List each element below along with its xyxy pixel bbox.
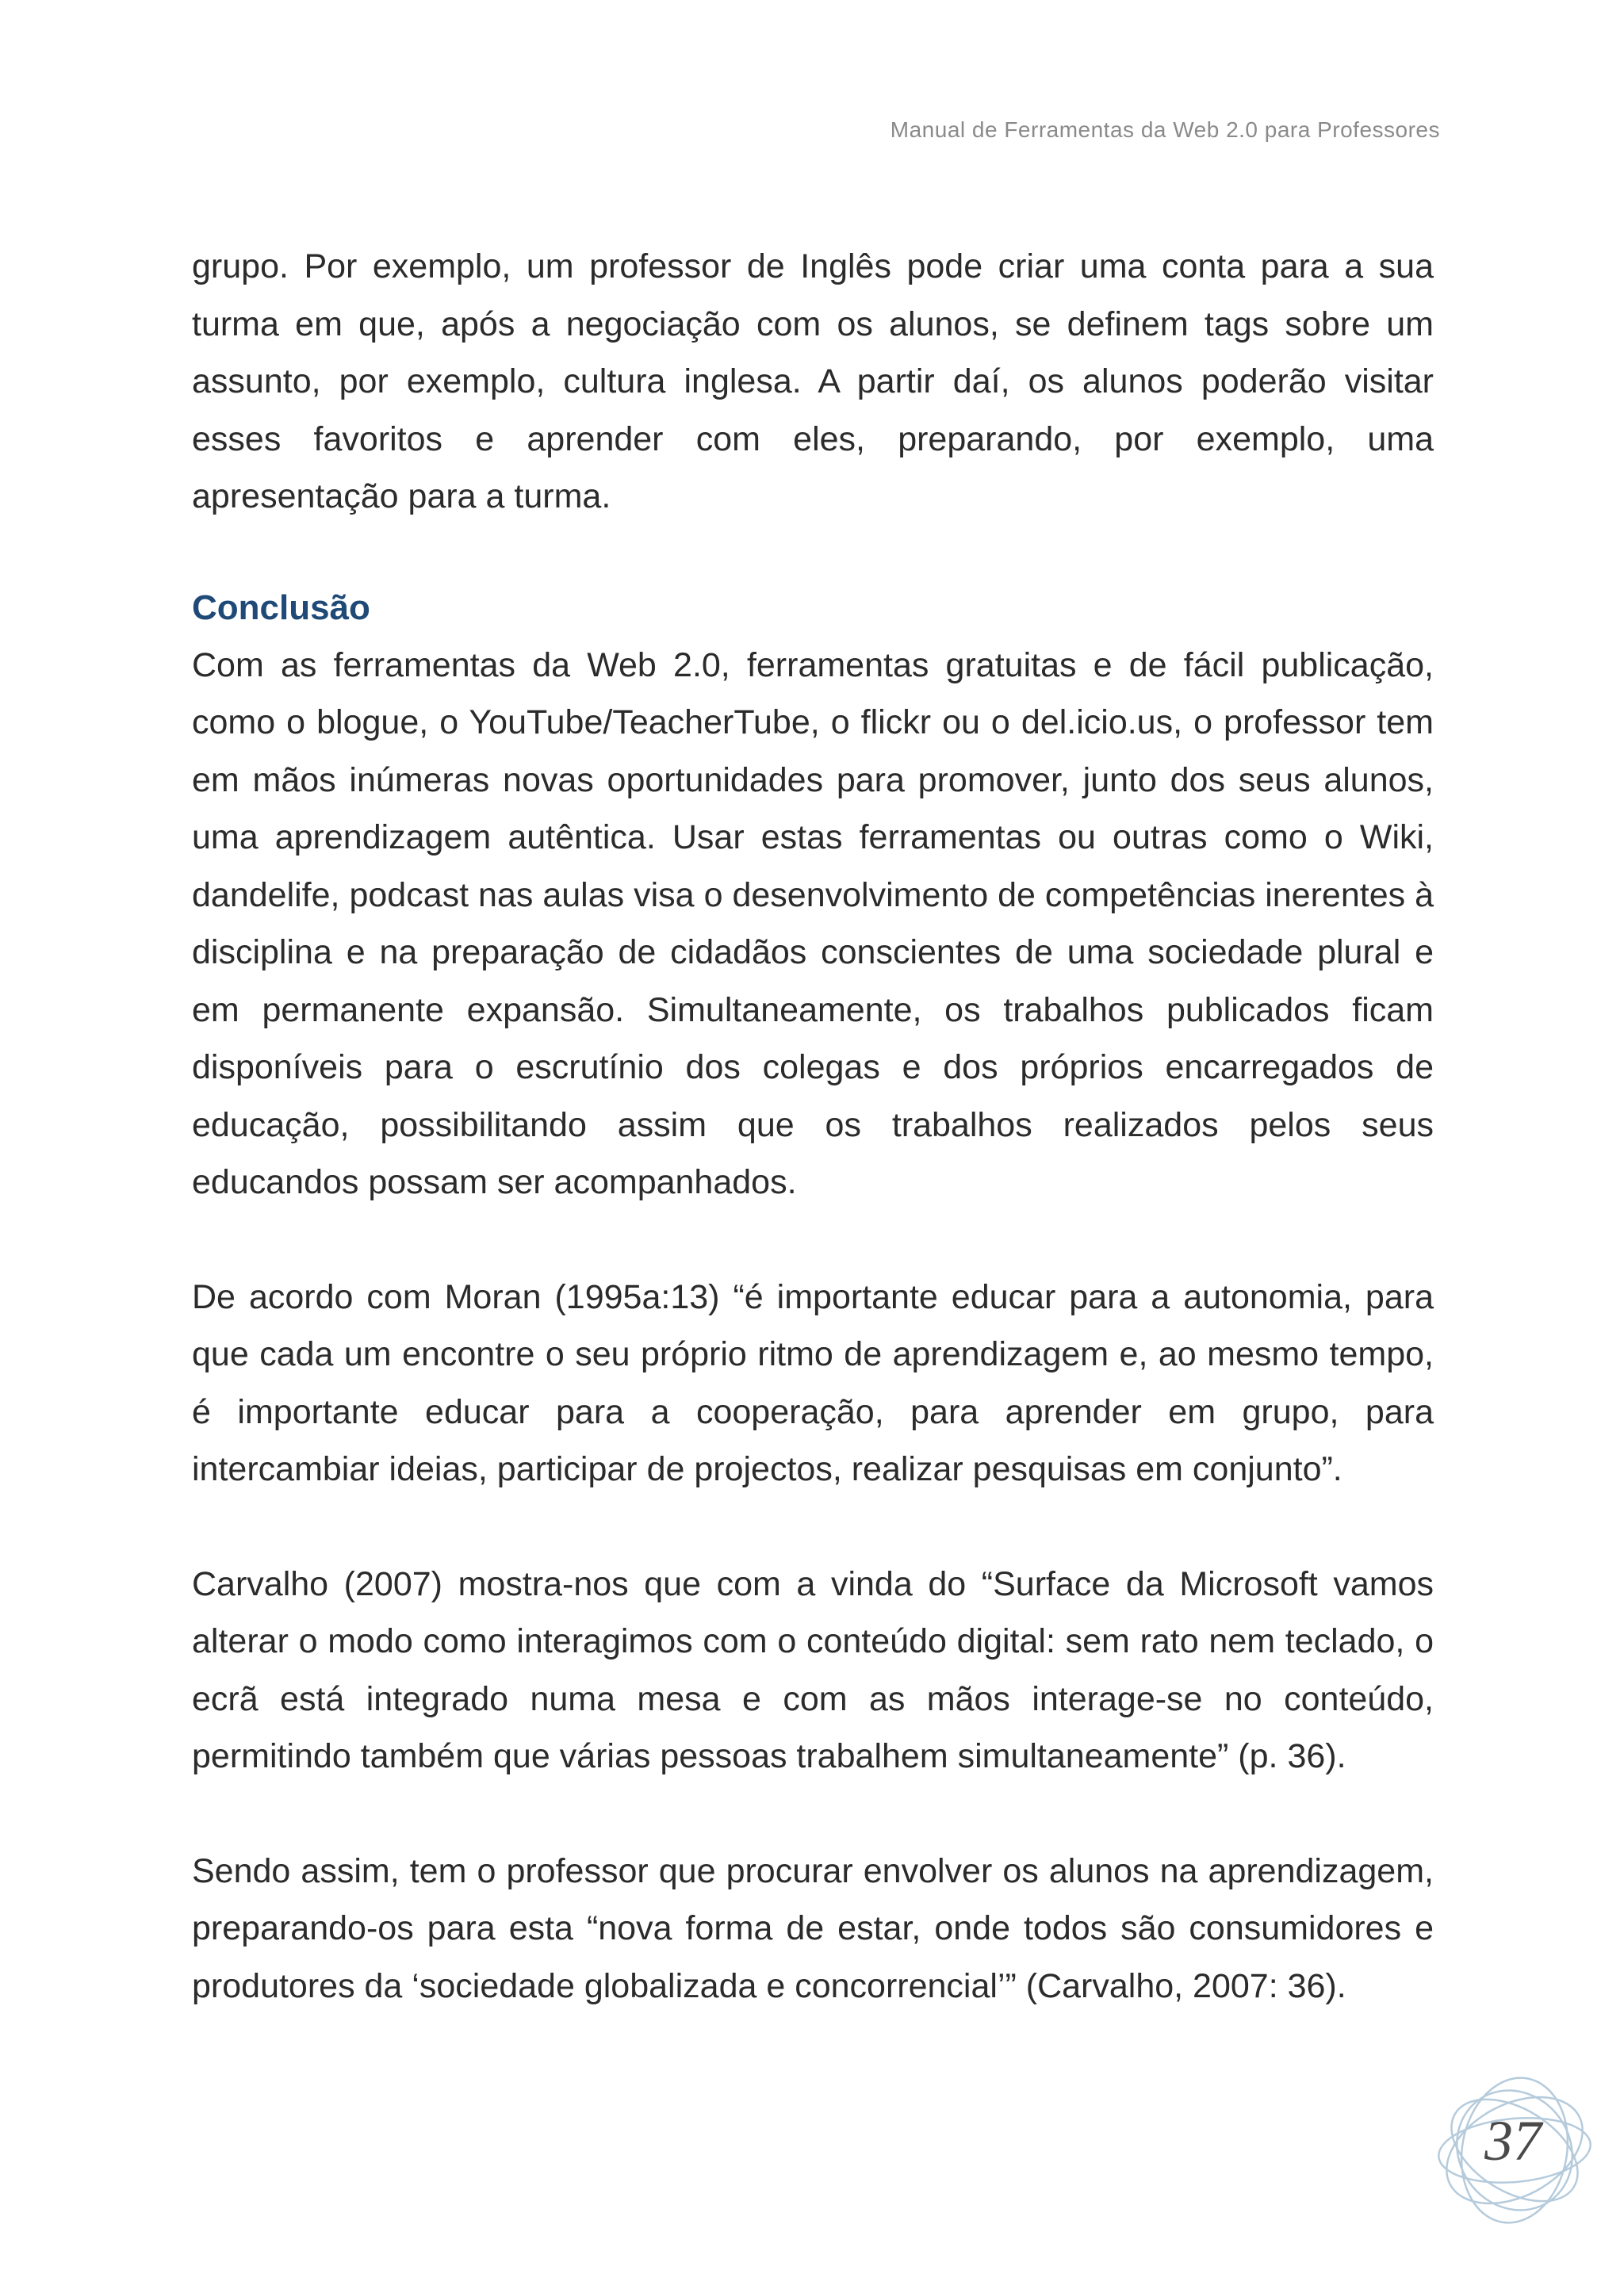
page-number-badge [1427,2061,1602,2244]
page-content [192,238,1434,2015]
section-heading: Conclusão [192,588,370,627]
paragraph-final: Sendo assim, tem o professor que procurar envolver os alunos na aprendizagem, preparando-os para esta “nova forma de estar, onde todos são consumidores e produtores da ‘sociedade globalizada e concorrencial’” (Carvalho, 2007: 36). [192,1851,1434,2005]
page-number: 37 [1484,2109,1542,2172]
running-header: Manual de Ferramentas da Web 2.0 para Professores [890,117,1440,142]
paragraph-carvalho-quote: Carvalho (2007) mostra-nos que com a vinda do “Surface da Microsoft vamos alterar o modo como interagimos com o conteúdo digital: sem rato nem teclado, o ecrã está integrado numa mesa e com as mãos interage-se no conteúdo, permitindo também que várias pessoas trabalhem simultaneamente” (p. 36). [192,1564,1434,1775]
paragraph-intro: grupo. Por exemplo, um professor de Inglês pode criar uma conta para a sua turma em que, após a negociação com os alunos, se definem tags sobre um assunto, por exemplo, cultura inglesa. A partir daí, os alunos poderão visitar esses favoritos e aprender com eles, preparando, por exemplo, uma apresentação para a turma. [192,247,1434,515]
paragraph-moran-quote: De acordo com Moran (1995a:13) “é importante educar para a autonomia, para que cada um encontre o seu próprio ritmo de aprendizagem e, ao mesmo tempo, é importante educar para a cooperação, para aprender em grupo, para intercambiar ideias, participar de projectos, realizar pesquisas em conjunto”. [192,1277,1434,1488]
paragraph-conclusion: Com as ferramentas da Web 2.0, ferramentas gratuitas e de fácil publicação, como o blogue, o YouTube/TeacherTube, o flickr ou o del.icio.us, o professor tem em mãos inúmeras novas oportunidades para promover, junto dos seus alunos, uma aprendizagem autêntica. Usar estas ferramentas ou outras como o Wiki, dandelife, podcast nas aulas visa o desenvolvimento de competências inerentes à disciplina e na preparação de cidadãos conscientes de uma sociedade plural e em permanente expansão. Simultaneamente, os trabalhos publicados ficam disponíveis para o escrutínio dos colegas e dos próprios encarregados de educação, possibilitando assim que os trabalhos realizados pelos seus educandos possam ser acompanhados. [192,645,1434,1201]
